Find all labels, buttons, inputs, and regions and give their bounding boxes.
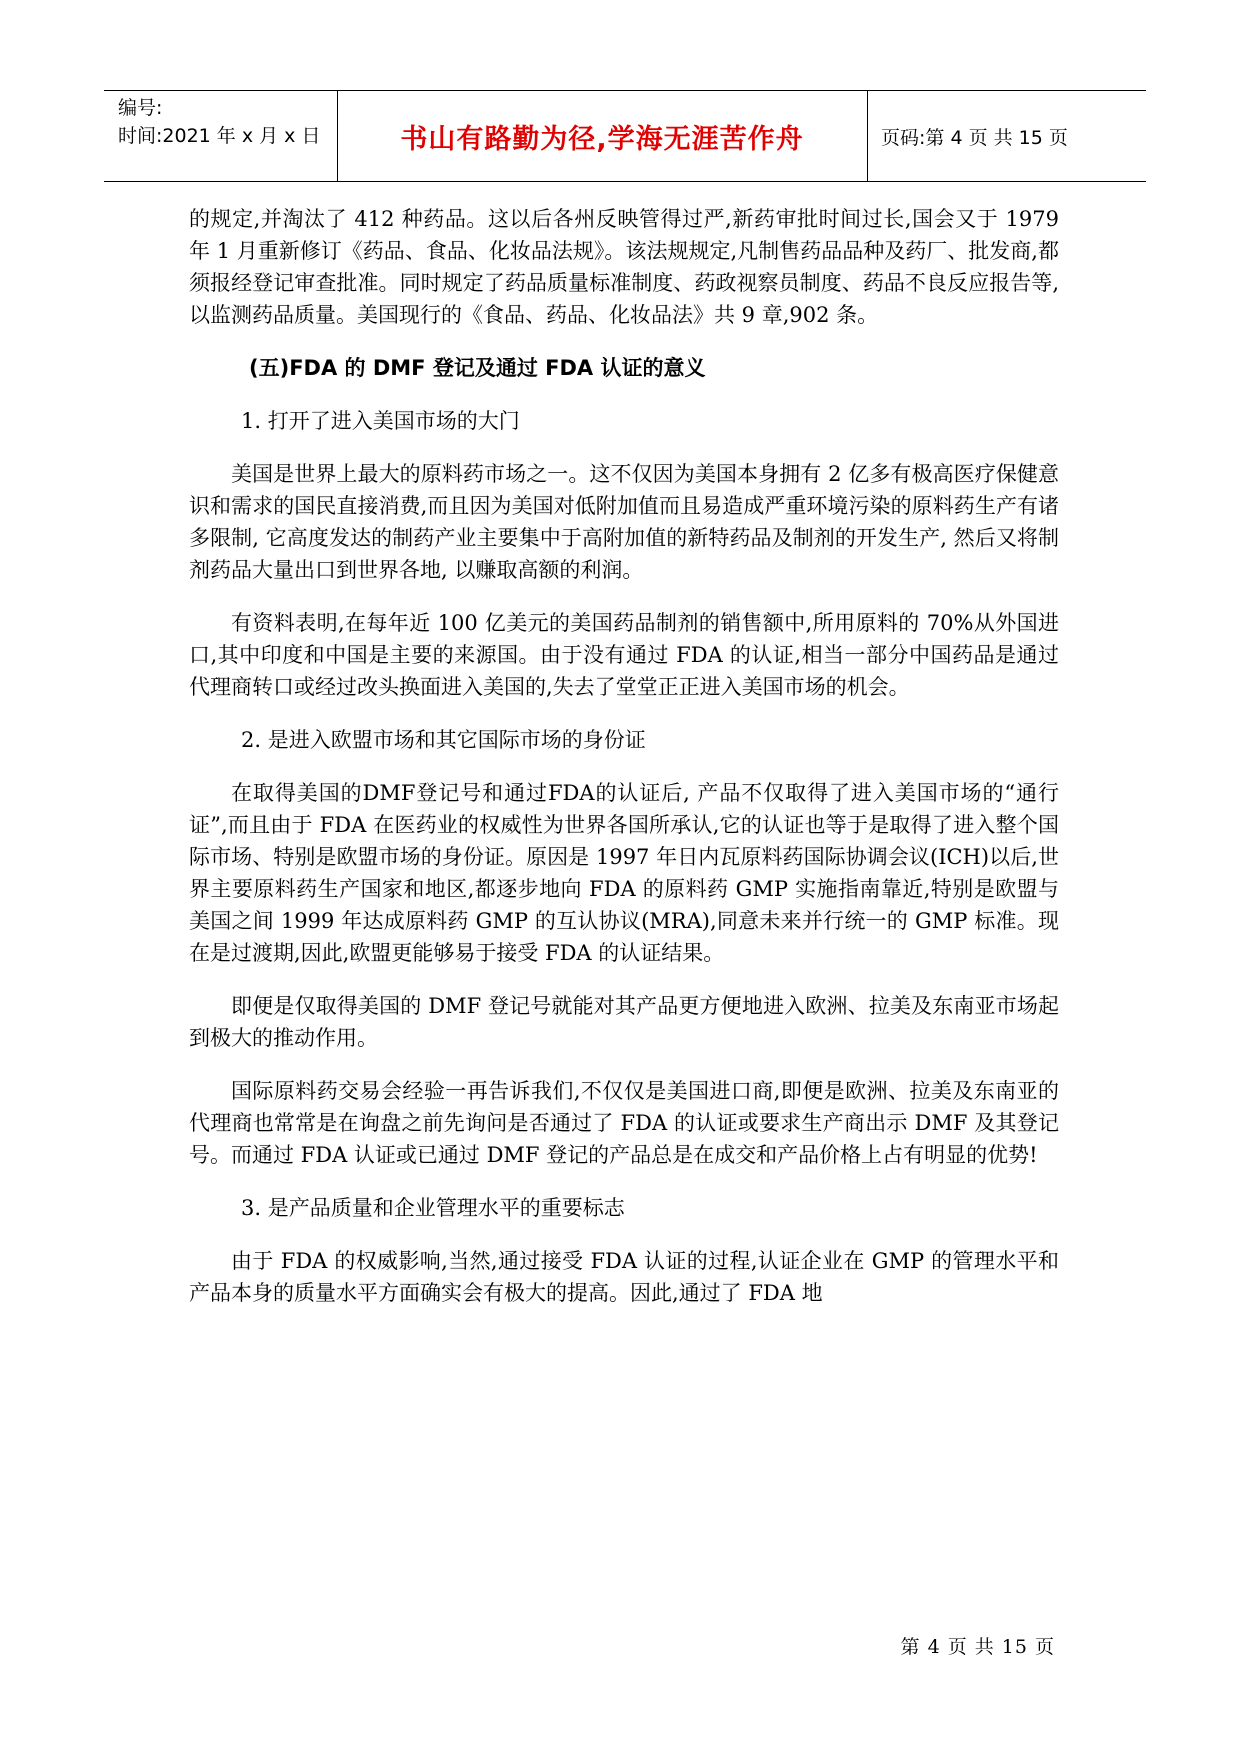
paragraph-2a: 在取得美国的DMF登记号和通过FDA的认证后, 产品不仅取得了进入美国市场的“通行证”,而且由于 FDA 在医药业的权威性为世界各国所承认,它的认证也等于是取得了进入整个国际市场、特别是欧盟市场的身份证。原因是 1997 年日内瓦原料药国际协调会议(ICH)以后,世界主要原料药生产国家和地区,都逐步地向 FDA 的原料药 GMP 实施指南靠近,特别是欧盟与美国之间 1999 年达成原料药 GMP 的互认协议(MRA),同意未来并行统一的 GMP 标准。现在是过渡期,因此,欧盟更能够易于接受 FDA 的认证结果。	[189, 781, 1059, 965]
paragraph-2c: 国际原料药交易会经验一再告诉我们,不仅仅是美国进口商,即便是欧洲、拉美及东南亚的代理商也常常是在询盘之前先询问是否通过了 FDA 的认证或要求生产商出示 DMF 及其登记号。而通过 FDA 认证或已通过 DMF 登记的产品总是在成交和产品价格上占有明显的优势!	[189, 1079, 1059, 1167]
section-heading: (五)FDA 的 DMF 登记及通过 FDA 认证的意义	[249, 356, 706, 380]
page-header	[104, 90, 1146, 182]
header-motto: 书山有路勤为径,学海无涯苦作舟	[400, 123, 804, 155]
paragraph-1b: 有资料表明,在每年近 100 亿美元的美国药品制剂的销售额中,所用原料的 70%从外国进口,其中印度和中国是主要的来源国。由于没有通过 FDA 的认证,相当一部分中国药品是通过代理商转口或经过改头换面进入美国的,失去了堂堂正正进入美国市场的机会。	[189, 611, 1059, 699]
subheading-3: 3. 是产品质量和企业管理水平的重要标志	[241, 1196, 625, 1220]
document-number-label: 编号:	[118, 97, 163, 119]
paragraph-3a: 由于 FDA 的权威影响,当然,通过接受 FDA 认证的过程,认证企业在 GMP 的管理水平和产品本身的质量水平方面确实会有极大的提高。因此,通过了 FDA 地	[189, 1249, 1059, 1305]
header-divider-right	[867, 91, 868, 181]
document-time-label: 时间:2021 年 x 月 x 日	[118, 125, 321, 147]
intro-paragraph: 的规定,并淘汰了 412 种药品。这以后各州反映管得过严,新药审批时间过长,国会又于 1979 年 1 月重新修订《药品、食品、化妆品法规》。该法规规定,凡制售药品品种及药厂、批发商,都须报经登记审查批准。同时规定了药品质量标准制度、药政视察员制度、药品不良反应报告等,以监测药品质量。美国现行的《食品、药品、化妆品法》共 9 章,902 条。	[189, 207, 1059, 327]
header-meta	[118, 91, 358, 181]
page-footer-number: 第 4 页 共 15 页	[900, 1636, 1055, 1658]
header-page-label: 页码:第 4 页 共 15 页	[881, 126, 1068, 149]
paragraph-1a: 美国是世界上最大的原料药市场之一。这不仅因为美国本身拥有 2 亿多有极高医疗保健意识和需求的国民直接消费,而且因为美国对低附加值而且易造成严重环境污染的原料药生产有诸多限制, 它高度发达的制药产业主要集中于高附加值的新特药品及制剂的开发生产, 然后又将制剂药品大量出口到世界各地, 以赚取高额的利润。	[189, 462, 1059, 582]
header-motto-cell	[337, 91, 867, 181]
paragraph-2b: 即便是仅取得美国的 DMF 登记号就能对其产品更方便地进入欧洲、拉美及东南亚市场起到极大的推动作用。	[189, 994, 1059, 1050]
subheading-2: 2. 是进入欧盟市场和其它国际市场的身份证	[241, 728, 646, 752]
subheading-1: 1. 打开了进入美国市场的大门	[241, 409, 520, 433]
document-body	[189, 203, 1059, 1309]
